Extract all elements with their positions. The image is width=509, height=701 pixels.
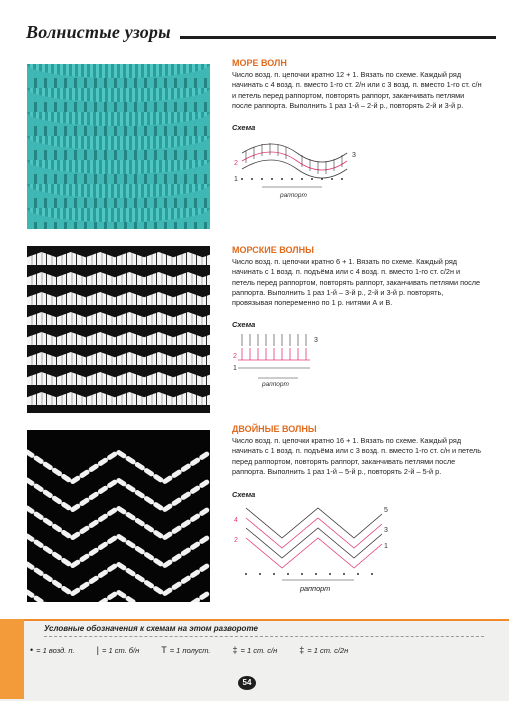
knit-stripe [27,332,210,345]
crochet-diagram-sea-waves [232,328,332,393]
row-label: 3 [352,152,356,159]
knit-stripe [27,352,210,365]
rapport-label: раппорт [300,584,331,593]
single-crochet-icon: | [96,645,99,655]
half-double-crochet-icon: T [161,645,167,655]
knit-stripe [27,312,210,325]
rapport-label: раппорт [280,192,307,199]
legend-label: = 1 ст. б/н [101,645,140,655]
swatch-photo-sea-waves [27,246,210,413]
row-label: 2 [234,537,238,544]
knit-holes [27,222,210,229]
knit-stripe [27,392,210,405]
section-title-sea-of-waves: МОРЕ ВОЛН [232,58,287,68]
legend-item-double-crochet [232,645,277,655]
schema-label: Схема [232,123,256,132]
row-label: 4 [234,517,238,524]
swatch-photo-sea-of-waves [27,64,210,229]
row-label: 1 [233,365,237,372]
section-title-double-waves: ДВОЙНЫЕ ВОЛНЫ [232,424,317,434]
chain-stitch-icon: • [30,645,34,655]
legend-label: = 1 полуст. [169,645,211,655]
knit-stripe [27,292,210,305]
knit-band [27,88,210,102]
section-text-sea-waves: Число возд. п. цепочки кратно 6 + 1. Вязать по схеме. Каждый ряд начинать с 1 возд. п. подъёма или с 4 возд. п. вместо 1-го ст. с/2н и петель перед раппортом, повторять раппорт, заканчивать петлями после раппорта. Выполнить 1 раз 1-й – 3-й р., 2-й и 3-й р. повторять, провязывая попеременно по 1 р. нитями А и В. [232,257,481,308]
knit-stripe [27,272,210,285]
row-label: 2 [233,353,237,360]
title-rule [180,36,496,39]
crochet-diagram-double-waves [232,498,392,591]
row-label: 1 [384,543,388,550]
row-label: 1 [234,176,238,183]
row-label: 3 [384,527,388,534]
legend-item-half-double [161,645,210,655]
row-label: 3 [314,337,318,344]
treble-crochet-icon: ‡ [299,645,305,655]
legend-title: Условные обозначения к схемам на этом развороте [44,624,258,633]
knit-stripe [27,372,210,385]
knit-band [27,136,210,150]
knit-band [27,208,210,222]
legend-divider [44,636,484,637]
rapport-label: раппорт [262,381,289,388]
legend-items [30,645,348,655]
section-text-sea-of-waves: Число возд. п. цепочки кратно 12 + 1. Вязать по схеме. Каждый ряд начинать с 4 возд. п. вместо 1-го ст. 2/н или с 3 возд. п. вместо 1-го ст. с/н и петель перед раппортом, повторять раппорт, заканчивать петлями после раппорта. Выполнить 1 раз 1-й – 2-й р., повторять 2-й и 3-й р. [232,70,482,110]
legend-label: = 1 ст. с/2н [307,645,349,655]
knit-stripe [27,252,210,265]
section-title-sea-waves: МОРСКИЕ ВОЛНЫ [232,245,314,255]
knit-band [27,112,210,126]
swatch-photo-double-waves [27,430,210,602]
knit-band [27,160,210,174]
row-label: 2 [234,160,238,167]
double-crochet-icon: ‡ [232,645,238,655]
legend-label: = 1 ст. с/н [240,645,278,655]
legend-item-treble-crochet [299,645,348,655]
legend-item-chain [30,645,75,655]
knit-band [27,184,210,198]
schema-label: Схема [232,320,256,329]
row-label: 5 [384,507,388,514]
page-title: Волнистые узоры [26,22,171,42]
legend-item-single-crochet [97,645,140,655]
legend-label: = 1 возд. п. [36,645,75,655]
section-text-double-waves: Число возд. п. цепочки кратно 16 + 1. Вязать по схеме. Каждый ряд начинать с 1 возд. п. подъёма или с 3 возд. п. вместо 1-го ст. с/н и петель перед раппортом, повторять раппорт, заканчивать петлями после раппорта. Выполнить 1 раз 1-й – 5-й р., повторять 2-й – 5-й р. [232,436,481,476]
knit-band [27,64,210,78]
legend-accent [0,619,24,699]
page-number: 54 [238,676,256,690]
schema-label: Схема [232,490,256,499]
crochet-diagram-sea-of-waves [232,133,362,208]
